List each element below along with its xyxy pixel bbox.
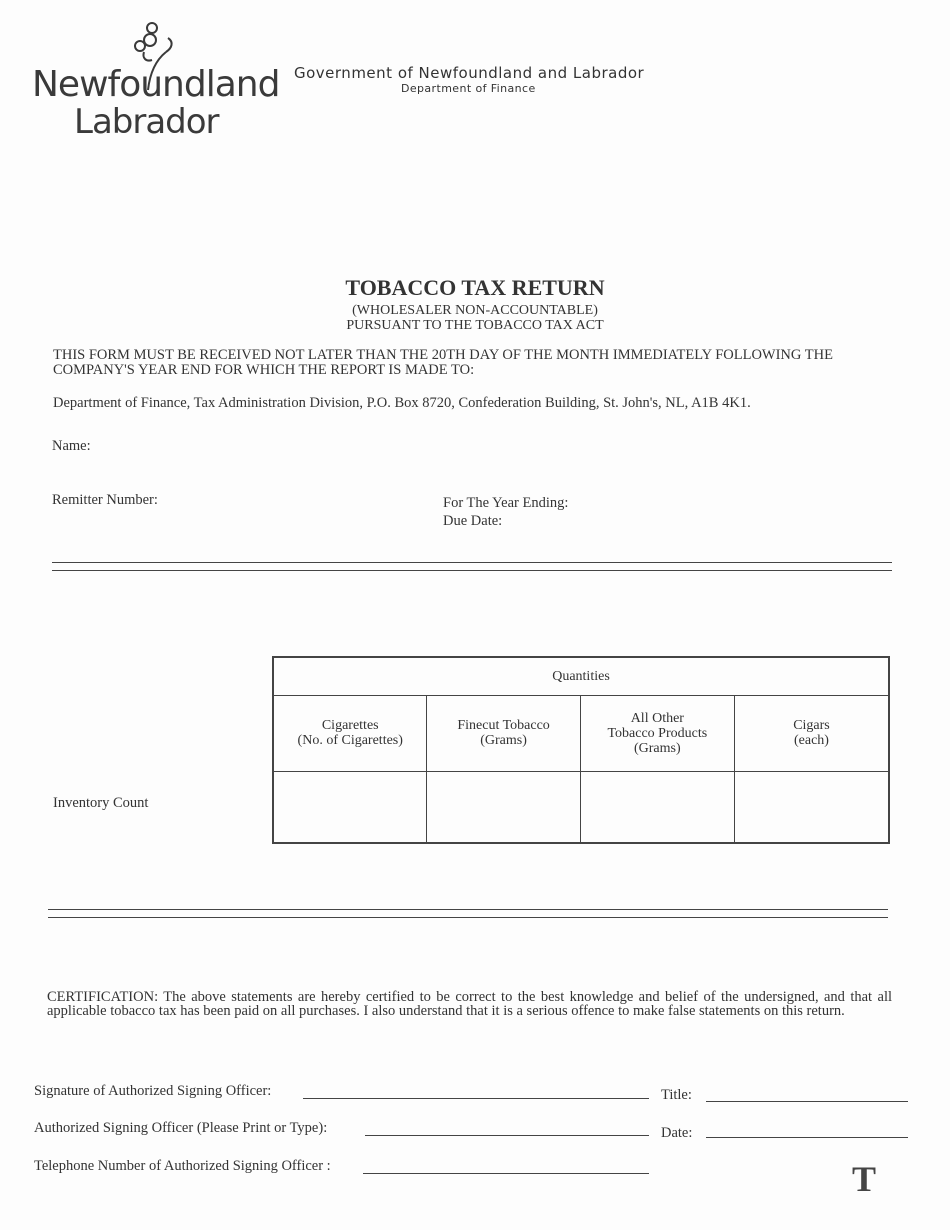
form-code: T: [852, 1159, 877, 1199]
quantities-table: [272, 656, 890, 844]
title-label: Title:: [661, 1087, 692, 1103]
quantities-header: Quantities: [273, 657, 889, 695]
due-date-label: Due Date:: [443, 513, 503, 529]
certification-statement: CERTIFICATION: The above statements are hereby certified to be correct to the best knowledge and belief of the undersigned, and that all applicable tobacco tax has been paid on all purchases. I also understand that it is a serious offence to make false statements on this return.: [47, 989, 892, 1019]
mailing-address: Department of Finance, Tax Administration Division, P.O. Box 8720, Confederation Building, St. John's, NL, A1B 4K1.: [53, 395, 751, 411]
column-header-other-tobacco: All Other Tobacco Products (Grams): [580, 695, 734, 771]
column-header-cigarettes: Cigarettes (No. of Cigarettes): [273, 695, 427, 771]
form-subtitle-2: PURSUANT TO THE TOBACCO TAX ACT: [346, 318, 604, 333]
divider-line: [48, 917, 888, 918]
logo-word-labrador: Labrador: [74, 102, 219, 142]
logo-word-newfoundland: Newfoundland: [32, 64, 280, 105]
form-title: TOBACCO TAX RETURN: [345, 275, 605, 300]
print-name-label: Authorized Signing Officer (Please Print or Type):: [34, 1120, 328, 1136]
column-header-cigars: Cigars (each): [734, 695, 889, 771]
telephone-line[interactable]: [363, 1173, 649, 1174]
cigarettes-inventory-input[interactable]: [273, 771, 427, 843]
other-tobacco-inventory-input[interactable]: [580, 771, 734, 843]
signature-line[interactable]: [303, 1098, 649, 1099]
inventory-count-label: Inventory Count: [53, 795, 149, 811]
department-name: Department of Finance: [401, 82, 536, 95]
year-ending-label: For The Year Ending:: [443, 495, 569, 511]
cigars-inventory-input[interactable]: [734, 771, 889, 843]
title-line[interactable]: [706, 1101, 908, 1102]
date-label: Date:: [661, 1125, 693, 1141]
divider-line: [52, 562, 892, 563]
signature-label: Signature of Authorized Signing Officer:: [34, 1083, 272, 1099]
column-header-finecut-tobacco: Finecut Tobacco (Grams): [427, 695, 580, 771]
remitter-number-label: Remitter Number:: [52, 492, 158, 508]
government-logo: [30, 22, 280, 142]
government-name: Government of Newfoundland and Labrador: [294, 64, 645, 82]
divider-line: [48, 909, 888, 910]
submission-notice: THIS FORM MUST BE RECEIVED NOT LATER THAN THE 20TH DAY OF THE MONTH IMMEDIATELY FOLLOWING THE COMPANY'S YEAR END FOR WHICH THE REPORT IS MADE TO:: [53, 347, 833, 378]
name-label: Name:: [52, 438, 91, 454]
divider-line: [52, 570, 892, 571]
telephone-label: Telephone Number of Authorized Signing Officer :: [34, 1158, 331, 1174]
finecut-inventory-input[interactable]: [427, 771, 580, 843]
date-line[interactable]: [706, 1137, 908, 1138]
form-subtitle-1: (WHOLESALER NON-ACCOUNTABLE): [352, 303, 598, 318]
print-name-line[interactable]: [365, 1135, 649, 1136]
